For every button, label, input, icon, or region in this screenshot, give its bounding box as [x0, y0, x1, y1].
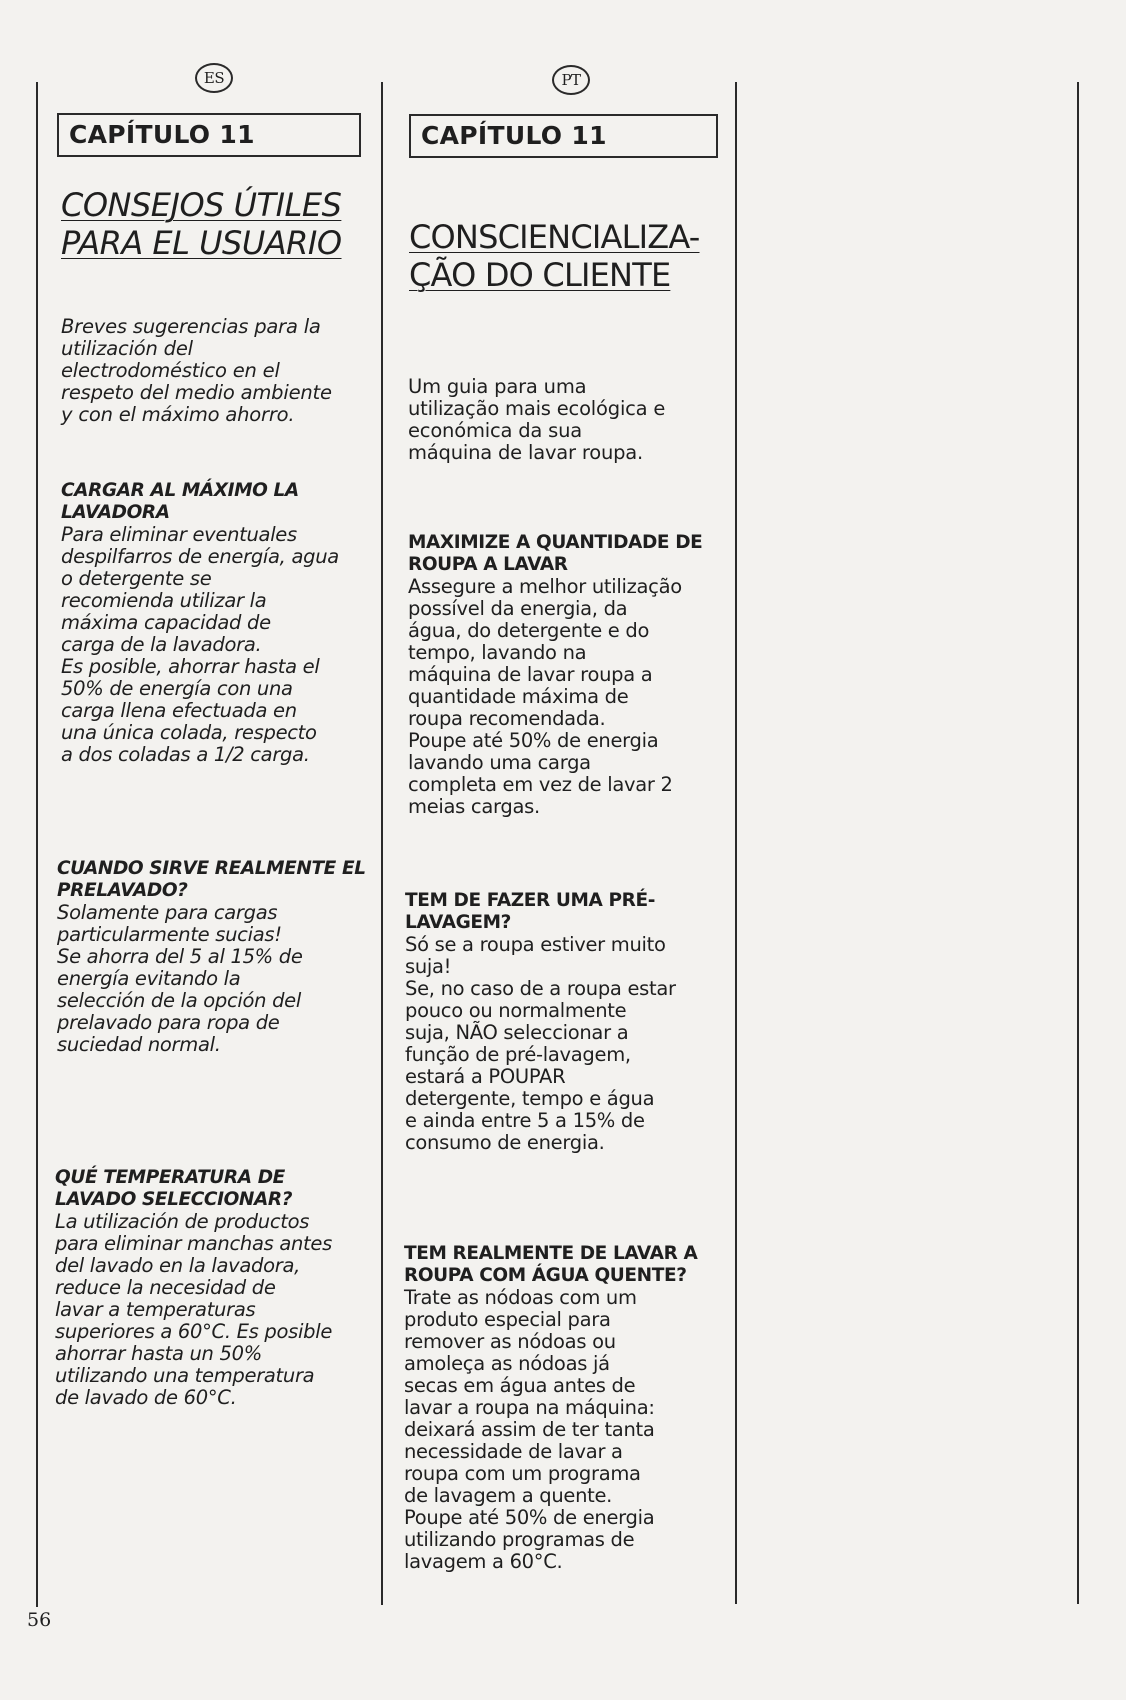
- es-title-line-1: CONSEJOS ÚTILES: [61, 186, 342, 224]
- pt-section-heading: MAXIMIZE A QUANTIDADE DE ROUPA A LAVAR: [408, 532, 703, 575]
- pt-section-full-load: [408, 532, 730, 818]
- es-chapter-box: CAPÍTULO 11: [57, 113, 361, 157]
- pt-page-title: [409, 218, 729, 294]
- left-margin-rule: [36, 82, 38, 1607]
- pt-chapter-box: CAPÍTULO 11: [409, 114, 718, 158]
- es-section-temperature: [55, 1167, 371, 1409]
- pt-title-line-2: ÇÃO DO CLIENTE: [409, 256, 671, 294]
- es-section-body: La utilización de productos para eliminar manchas antes del lavado en la lavadora, reduce la necesidad de lavar a temperaturas superiores a 60°C. Es posible ahorrar hasta un 50% utilizando una temperatura de lavado de 60°C.: [55, 1210, 333, 1409]
- es-section-heading: QUÉ TEMPERATURA DE LAVADO SELECCIONAR?: [55, 1167, 293, 1210]
- es-intro: Breves sugerencias para la utilización del electrodoméstico en el respeto del medio ambiente y con el máximo ahorro.: [61, 315, 332, 426]
- es-section-body: Solamente para cargas particularmente sucias! Se ahorra del 5 al 15% de energía evitando la selección de la opción del prelavado para ropa de suciedad normal.: [57, 901, 303, 1056]
- es-section-heading: CUANDO SIRVE REALMENTE EL PRELAVADO?: [57, 858, 366, 901]
- es-page-title: [61, 186, 361, 262]
- right-margin-rule: [1077, 82, 1079, 1604]
- es-section-full-load: [61, 480, 371, 766]
- pt-column-right-rule: [735, 82, 737, 1604]
- pt-section-body: Assegure a melhor utilização possível da energia, da água, do detergente e do tempo, lavando na máquina de lavar roupa a quantidade máxima de roupa recomendada. Poupe até 50% de energia lavando uma carga completa em vez de lavar 2 meias cargas.: [408, 575, 682, 818]
- es-section-heading: CARGAR AL MÁXIMO LA LAVADORA: [61, 480, 299, 523]
- page-number: 56: [27, 1609, 52, 1631]
- es-section-prewash: [57, 858, 371, 1056]
- es-language-badge: ES: [195, 63, 233, 93]
- pt-section-heading: TEM DE FAZER UMA PRÉ- LAVAGEM?: [405, 890, 656, 933]
- pt-section-hot-water: [404, 1243, 730, 1573]
- pt-language-badge: PT: [552, 65, 590, 95]
- es-section-body: Para eliminar eventuales despilfarros de energía, agua o detergente se recomienda utilizar la máxima capacidad de carga de la lavadora. Es posible, ahorrar hasta el 50% de energía con una carga llena efectuada en una única colada, respecto a dos coladas a 1/2 carga.: [61, 523, 339, 766]
- pt-section-heading: TEM REALMENTE DE LAVAR A ROUPA COM ÁGUA QUENTE?: [404, 1243, 698, 1286]
- pt-intro: Um guia para uma utilização mais ecológica e económica da sua máquina de lavar roupa.: [408, 375, 666, 464]
- pt-title-line-1: CONSCIENCIALIZA-: [409, 218, 700, 256]
- pt-section-prewash: [405, 890, 730, 1154]
- pt-section-body: Só se a roupa estiver muito suja! Se, no caso de a roupa estar pouco ou normalmente suja, NÃO seleccionar a função de pré-lavagem, estará a POUPAR detergente, tempo e água e ainda entre 5 a 15% de consumo de energia.: [405, 933, 676, 1154]
- center-divider-rule: [381, 82, 383, 1605]
- es-title-line-2: PARA EL USUARIO: [61, 224, 342, 262]
- pt-section-body: Trate as nódoas com um produto especial para remover as nódoas ou amoleça as nódoas já secas em água antes de lavar a roupa na máquina: deixará assim de ter tanta necessidade de lavar a roupa com um programa de lavagem a quente. Poupe até 50% de energia utilizando programas de lavagem a 60°C.: [404, 1286, 655, 1573]
